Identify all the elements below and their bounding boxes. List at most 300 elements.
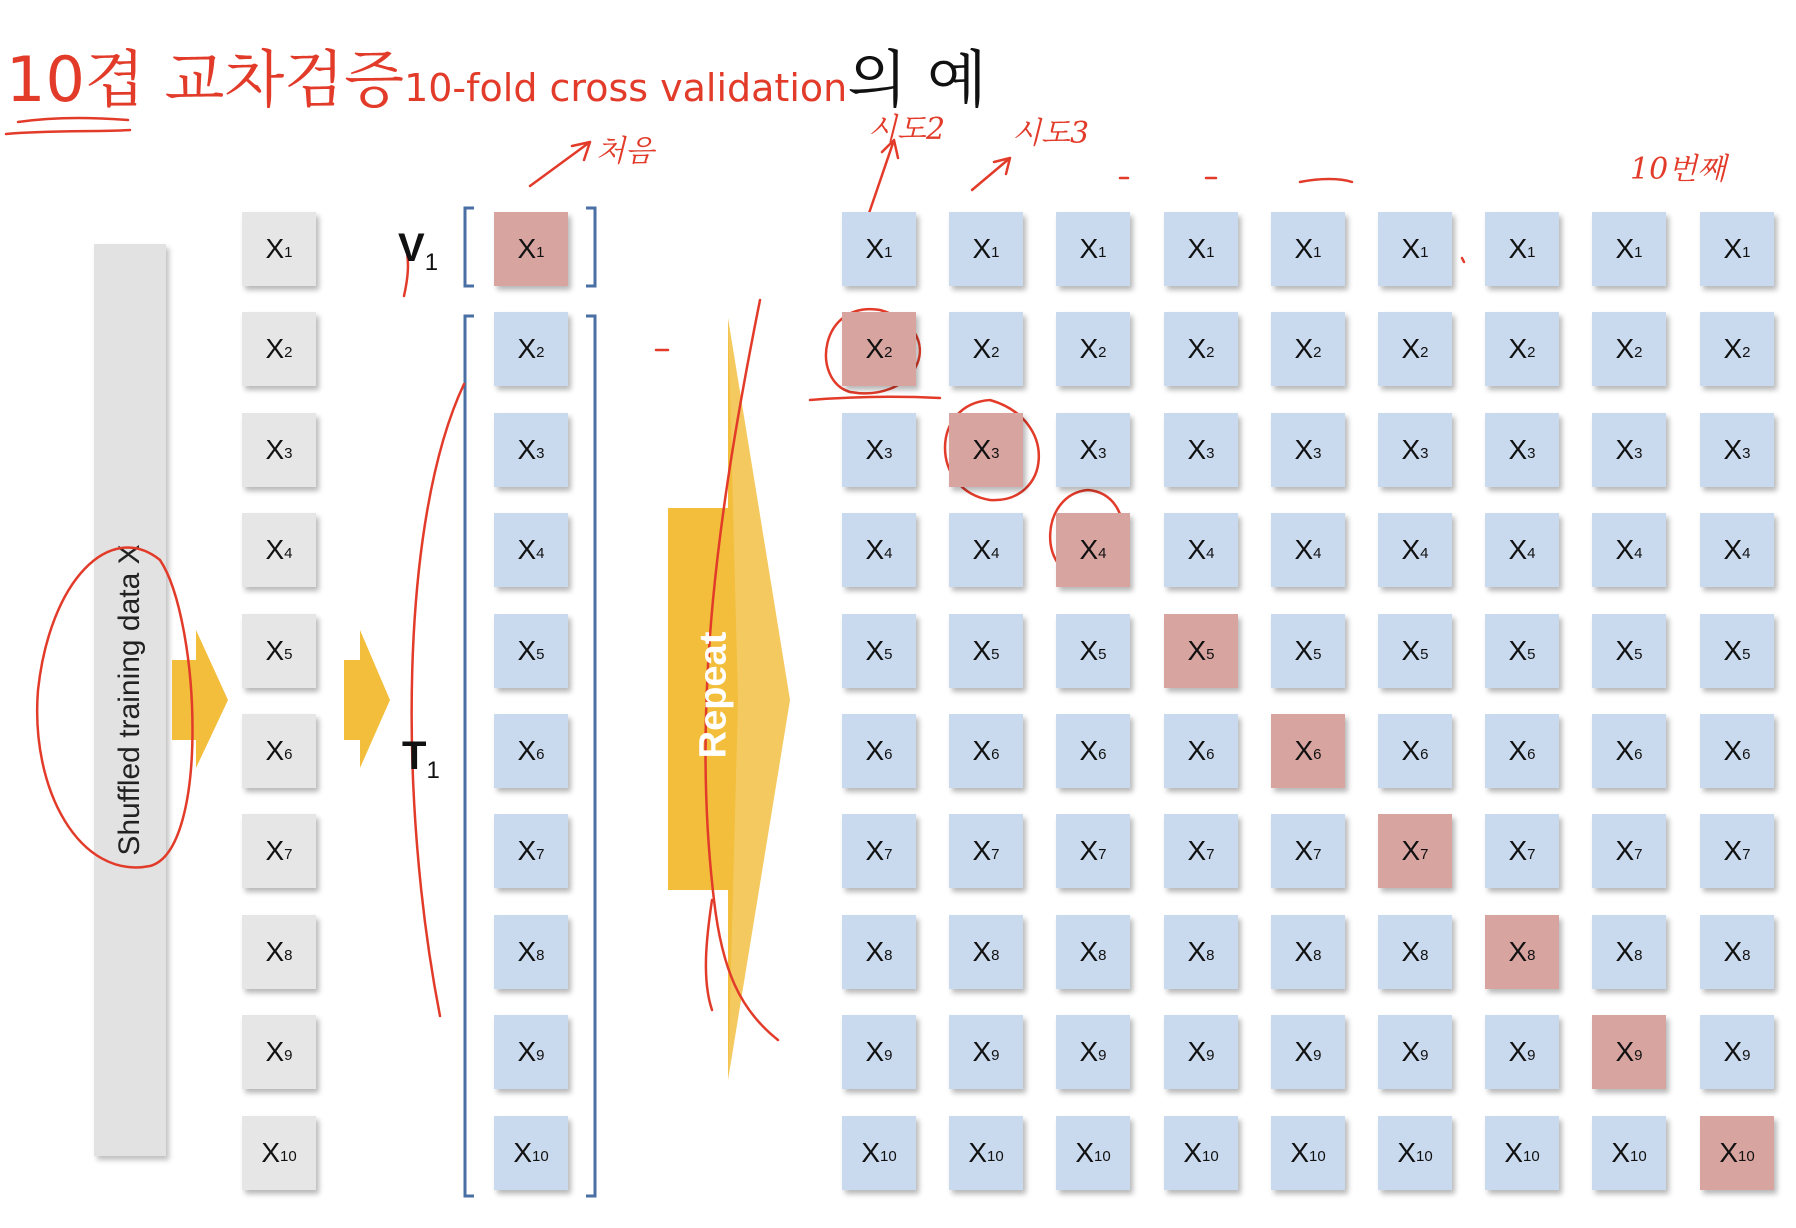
- box-letter: X: [1723, 333, 1743, 364]
- shuffled-data-label: Shuffled training data X: [113, 544, 146, 856]
- box-subscript: 6: [536, 745, 545, 763]
- box-letter: X: [1075, 1137, 1094, 1168]
- box-subscript: 9: [1098, 1046, 1107, 1064]
- fold-training-box: [1700, 614, 1774, 688]
- box-letter: X: [865, 534, 885, 565]
- fold-training-box: [842, 614, 916, 688]
- box-subscript: 1: [1420, 243, 1429, 261]
- box-subscript: 4: [991, 544, 1000, 562]
- box-letter: X: [972, 333, 992, 364]
- fold-training-box: [842, 413, 916, 487]
- fold-training-box: [1271, 513, 1345, 587]
- box-letter: X: [1079, 1036, 1099, 1067]
- box-subscript: 2: [1206, 343, 1215, 361]
- box-letter: X: [265, 1036, 285, 1067]
- box-subscript: 6: [1742, 745, 1751, 763]
- box-subscript: 2: [884, 343, 893, 361]
- box-subscript: 4: [284, 544, 293, 562]
- box-letter: X: [1187, 434, 1207, 465]
- fold-training-box: [1056, 714, 1130, 788]
- stroke-repeat-2: [706, 900, 712, 1010]
- box-letter: X: [265, 735, 285, 766]
- box-letter: X: [1294, 233, 1314, 264]
- fold-training-box: [1700, 212, 1774, 286]
- fold-training-box: [1592, 614, 1666, 688]
- box-letter: X: [1294, 936, 1314, 967]
- fold-training-box: [1164, 714, 1238, 788]
- box-subscript: 1: [1527, 243, 1536, 261]
- box-letter: X: [517, 635, 537, 666]
- box-letter: X: [1187, 735, 1207, 766]
- box-subscript: 10: [987, 1147, 1004, 1165]
- box-subscript: 8: [1634, 946, 1643, 964]
- fold-training-box: [1485, 614, 1559, 688]
- fold-training-box: [1485, 413, 1559, 487]
- box-subscript: 4: [1420, 544, 1429, 562]
- fold-training-box: [1164, 915, 1238, 989]
- box-letter: X: [1401, 434, 1421, 465]
- box-letter: X: [1508, 1036, 1528, 1067]
- box-subscript: 3: [1527, 444, 1536, 462]
- fold-validation-box: [1485, 915, 1559, 989]
- arrow-1-icon: [172, 630, 228, 768]
- fold-training-box: [1485, 513, 1559, 587]
- shuffled-sample-box: [242, 915, 316, 989]
- fold-training-box: [1056, 312, 1130, 386]
- box-subscript: 1: [1634, 243, 1643, 261]
- box-subscript: 5: [1206, 645, 1215, 663]
- box-subscript: 8: [1742, 946, 1751, 964]
- box-subscript: 6: [991, 745, 1000, 763]
- box-subscript: 7: [1098, 845, 1107, 863]
- box-letter: X: [1508, 233, 1528, 264]
- box-subscript: 4: [884, 544, 893, 562]
- box-letter: X: [1079, 534, 1099, 565]
- title-english: 10-fold cross validation: [404, 66, 848, 110]
- shuffled-sample-box: [242, 312, 316, 386]
- fold-training-box: [1378, 714, 1452, 788]
- box-subscript: 3: [1742, 444, 1751, 462]
- box-letter: X: [1079, 835, 1099, 866]
- curve-t1: [412, 384, 464, 1016]
- box-letter: X: [1294, 534, 1314, 565]
- box-letter: X: [1508, 735, 1528, 766]
- arrow-to-v: [530, 142, 590, 186]
- box-letter: X: [865, 233, 885, 264]
- box-subscript: 10: [880, 1147, 897, 1165]
- box-subscript: 7: [1206, 845, 1215, 863]
- fold-validation-box: [949, 413, 1023, 487]
- repeat-label: Repeat: [692, 631, 735, 759]
- box-subscript: 2: [284, 343, 293, 361]
- fold-training-box: [1700, 915, 1774, 989]
- box-subscript: 2: [1634, 343, 1643, 361]
- box-subscript: 4: [536, 544, 545, 562]
- box-letter: X: [265, 333, 285, 364]
- fold-validation-box: [1164, 614, 1238, 688]
- fold-training-box: [1056, 614, 1130, 688]
- box-letter: X: [865, 635, 885, 666]
- fold-training-box: [1164, 212, 1238, 286]
- box-subscript: 9: [1206, 1046, 1215, 1064]
- box-subscript: 8: [284, 946, 293, 964]
- training-sample-box: [494, 1116, 568, 1190]
- training-sample-box: [494, 312, 568, 386]
- box-subscript: 9: [884, 1046, 893, 1064]
- fold-training-box: [1271, 614, 1345, 688]
- fold-validation-box: [1592, 1015, 1666, 1089]
- fold-training-box: [842, 1116, 916, 1190]
- fold-training-box: [1056, 915, 1130, 989]
- box-subscript: 3: [884, 444, 893, 462]
- box-subscript: 5: [1634, 645, 1643, 663]
- box-letter: X: [972, 534, 992, 565]
- box-letter: X: [1187, 936, 1207, 967]
- fold-training-box: [1378, 915, 1452, 989]
- box-subscript: 5: [1420, 645, 1429, 663]
- box-letter: X: [265, 534, 285, 565]
- fold-training-box: [1485, 212, 1559, 286]
- box-subscript: 4: [1527, 544, 1536, 562]
- box-letter: X: [1611, 1137, 1630, 1168]
- fold-training-box: [1592, 212, 1666, 286]
- box-subscript: 9: [1420, 1046, 1429, 1064]
- box-letter: X: [1401, 635, 1421, 666]
- box-letter: X: [517, 333, 537, 364]
- arrow-x1-up: [866, 140, 898, 222]
- annotation-last: 10번째: [1630, 152, 1727, 187]
- box-subscript: 6: [1420, 745, 1429, 763]
- fold-training-box: [1592, 915, 1666, 989]
- box-letter: X: [972, 635, 992, 666]
- box-letter: X: [1615, 936, 1635, 967]
- box-letter: X: [265, 233, 285, 264]
- box-subscript: 9: [1313, 1046, 1322, 1064]
- box-subscript: 6: [1206, 745, 1215, 763]
- box-subscript: 8: [1420, 946, 1429, 964]
- fold-training-box: [1485, 814, 1559, 888]
- box-letter: X: [1723, 534, 1743, 565]
- title-underline: [6, 118, 130, 134]
- box-subscript: 7: [1742, 845, 1751, 863]
- fold-training-box: [1378, 513, 1452, 587]
- box-subscript: 8: [1527, 946, 1536, 964]
- box-subscript: 10: [1630, 1147, 1647, 1165]
- box-subscript: 6: [1098, 745, 1107, 763]
- box-letter: X: [1187, 233, 1207, 264]
- box-letter: X: [1723, 936, 1743, 967]
- box-letter: X: [1079, 434, 1099, 465]
- annotation-second: 시도2: [868, 112, 946, 147]
- box-subscript: 9: [1634, 1046, 1643, 1064]
- shuffled-sample-box: [242, 1116, 316, 1190]
- box-letter: X: [517, 233, 537, 264]
- fold-training-box: [1271, 312, 1345, 386]
- box-letter: X: [1079, 233, 1099, 264]
- fold-training-box: [1592, 714, 1666, 788]
- fold-training-box: [949, 312, 1023, 386]
- training-sample-box: [494, 614, 568, 688]
- box-letter: X: [1508, 333, 1528, 364]
- box-subscript: 10: [1523, 1147, 1540, 1165]
- box-letter: X: [972, 835, 992, 866]
- fold-training-box: [1378, 413, 1452, 487]
- box-subscript: 3: [1420, 444, 1429, 462]
- box-letter: X: [1508, 936, 1528, 967]
- fold-training-box: [1378, 212, 1452, 286]
- box-subscript: 5: [1313, 645, 1322, 663]
- annotation-first: 처음: [596, 134, 654, 169]
- box-letter: X: [865, 735, 885, 766]
- box-subscript: 1: [1313, 243, 1322, 261]
- box-subscript: 4: [1206, 544, 1215, 562]
- box-letter: X: [865, 434, 885, 465]
- box-subscript: 2: [991, 343, 1000, 361]
- fold-validation-box: [842, 312, 916, 386]
- fold-training-box: [1378, 1116, 1452, 1190]
- fold-training-box: [1056, 814, 1130, 888]
- fold-training-box: [842, 212, 916, 286]
- box-letter: X: [1294, 635, 1314, 666]
- fold-training-box: [1164, 312, 1238, 386]
- box-subscript: 1: [1742, 243, 1751, 261]
- box-subscript: 6: [1634, 745, 1643, 763]
- box-subscript: 8: [1098, 946, 1107, 964]
- box-letter: X: [865, 835, 885, 866]
- box-subscript: 9: [1527, 1046, 1536, 1064]
- box-subscript: 1: [284, 243, 293, 261]
- box-letter: X: [1401, 1036, 1421, 1067]
- box-subscript: 7: [991, 845, 1000, 863]
- box-subscript: 1: [991, 243, 1000, 261]
- fold-validation-box: [1056, 513, 1130, 587]
- box-subscript: 4: [1634, 544, 1643, 562]
- box-subscript: 3: [536, 444, 545, 462]
- fold-validation-box: [1700, 1116, 1774, 1190]
- box-letter: X: [1508, 434, 1528, 465]
- box-subscript: 10: [280, 1147, 297, 1165]
- dash-2: [1300, 179, 1352, 182]
- box-subscript: 3: [1098, 444, 1107, 462]
- fold-training-box: [842, 714, 916, 788]
- fold-training-box: [842, 1015, 916, 1089]
- box-letter: X: [1290, 1137, 1309, 1168]
- fold-training-box: [1592, 312, 1666, 386]
- box-letter: X: [1401, 534, 1421, 565]
- box-subscript: 7: [1420, 845, 1429, 863]
- fold-training-box: [949, 714, 1023, 788]
- box-letter: X: [1079, 735, 1099, 766]
- fold-training-box: [1164, 513, 1238, 587]
- box-subscript: 1: [1206, 243, 1215, 261]
- fold-training-box: [949, 915, 1023, 989]
- box-subscript: 3: [284, 444, 293, 462]
- box-letter: X: [865, 936, 885, 967]
- fold-training-box: [1056, 1015, 1130, 1089]
- box-letter: X: [1401, 936, 1421, 967]
- box-letter: X: [1187, 534, 1207, 565]
- box-subscript: 2: [1420, 343, 1429, 361]
- box-letter: X: [1294, 434, 1314, 465]
- fold-validation-box: [1378, 814, 1452, 888]
- box-letter: X: [1401, 233, 1421, 264]
- box-subscript: 5: [991, 645, 1000, 663]
- box-letter: X: [1187, 1036, 1207, 1067]
- fold-training-box: [1485, 714, 1559, 788]
- box-letter: X: [1294, 735, 1314, 766]
- box-subscript: 2: [1742, 343, 1751, 361]
- fold-training-box: [949, 1015, 1023, 1089]
- box-letter: X: [1615, 635, 1635, 666]
- box-subscript: 10: [1309, 1147, 1326, 1165]
- box-letter: X: [1397, 1137, 1416, 1168]
- box-letter: X: [517, 835, 537, 866]
- box-subscript: 5: [1742, 645, 1751, 663]
- box-letter: X: [1079, 936, 1099, 967]
- box-letter: X: [968, 1137, 987, 1168]
- training-sample-box: [494, 513, 568, 587]
- box-subscript: 7: [284, 845, 293, 863]
- box-letter: X: [1615, 333, 1635, 364]
- box-subscript: 5: [536, 645, 545, 663]
- box-letter: X: [1294, 333, 1314, 364]
- arrow-2-icon: [344, 630, 390, 768]
- fold-training-box: [1700, 312, 1774, 386]
- fold-training-box: [1271, 212, 1345, 286]
- box-subscript: 1: [1098, 243, 1107, 261]
- box-letter: X: [261, 1137, 280, 1168]
- arrow-col2: [972, 158, 1010, 190]
- box-subscript: 3: [1206, 444, 1215, 462]
- box-letter: X: [517, 936, 537, 967]
- shuffled-sample-box: [242, 413, 316, 487]
- box-subscript: 9: [284, 1046, 293, 1064]
- box-letter: X: [517, 735, 537, 766]
- box-subscript: 6: [1313, 745, 1322, 763]
- fold-training-box: [842, 513, 916, 587]
- box-letter: X: [861, 1137, 880, 1168]
- fold-training-box: [1378, 312, 1452, 386]
- validation-sample-box: [494, 212, 568, 286]
- box-letter: X: [1187, 835, 1207, 866]
- box-subscript: 10: [1202, 1147, 1219, 1165]
- box-subscript: 7: [1527, 845, 1536, 863]
- title-suffix: 의 예: [847, 43, 987, 116]
- box-letter: X: [265, 434, 285, 465]
- box-letter: X: [1508, 534, 1528, 565]
- box-subscript: 2: [1527, 343, 1536, 361]
- box-letter: X: [1723, 735, 1743, 766]
- box-letter: X: [265, 936, 285, 967]
- shuffled-sample-box: [242, 614, 316, 688]
- training-label: $T_1$: [402, 734, 440, 784]
- fold-training-box: [1164, 1015, 1238, 1089]
- shuffled-sample-box: [242, 714, 316, 788]
- box-subscript: 2: [1098, 343, 1107, 361]
- box-subscript: 4: [1742, 544, 1751, 562]
- shuffled-sample-box: [242, 212, 316, 286]
- box-letter: X: [513, 1137, 532, 1168]
- box-subscript: 2: [536, 343, 545, 361]
- box-subscript: 7: [536, 845, 545, 863]
- box-letter: X: [865, 333, 885, 364]
- box-subscript: 8: [991, 946, 1000, 964]
- box-subscript: 8: [884, 946, 893, 964]
- box-subscript: 3: [1634, 444, 1643, 462]
- box-letter: X: [1508, 635, 1528, 666]
- fold-training-box: [1271, 1116, 1345, 1190]
- fold-training-box: [842, 814, 916, 888]
- fold-training-box: [1485, 312, 1559, 386]
- fold-training-box: [1056, 212, 1130, 286]
- fold-training-box: [1485, 1015, 1559, 1089]
- fold-training-box: [949, 814, 1023, 888]
- box-letter: X: [1723, 635, 1743, 666]
- fold-training-box: [1271, 814, 1345, 888]
- box-letter: X: [517, 434, 537, 465]
- fold-training-box: [1592, 413, 1666, 487]
- box-letter: X: [1723, 1036, 1743, 1067]
- box-letter: X: [1401, 835, 1421, 866]
- fold-validation-box: [1271, 714, 1345, 788]
- box-subscript: 8: [1206, 946, 1215, 964]
- box-subscript: 4: [1313, 544, 1322, 562]
- fold-training-box: [1056, 1116, 1130, 1190]
- fold-training-box: [842, 915, 916, 989]
- training-sample-box: [494, 1015, 568, 1089]
- box-subscript: 8: [536, 946, 545, 964]
- box-letter: X: [265, 635, 285, 666]
- box-subscript: 5: [884, 645, 893, 663]
- title-korean: 10겹 교차검증: [6, 43, 405, 116]
- box-letter: X: [972, 1036, 992, 1067]
- shuffled-sample-box: [242, 1015, 316, 1089]
- fold-training-box: [949, 212, 1023, 286]
- box-subscript: 6: [884, 745, 893, 763]
- box-letter: X: [517, 534, 537, 565]
- fold-training-box: [1485, 1116, 1559, 1190]
- box-letter: X: [972, 434, 992, 465]
- box-letter: X: [1401, 735, 1421, 766]
- box-subscript: 7: [1634, 845, 1643, 863]
- shuffled-sample-box: [242, 513, 316, 587]
- training-sample-box: [494, 814, 568, 888]
- fold-training-box: [949, 614, 1023, 688]
- annotation-third: 시도3: [1012, 116, 1090, 151]
- fold-training-box: [1700, 413, 1774, 487]
- fold-training-box: [1592, 814, 1666, 888]
- training-sample-box: [494, 915, 568, 989]
- box-letter: X: [1187, 635, 1207, 666]
- box-letter: X: [1615, 233, 1635, 264]
- box-letter: X: [1401, 333, 1421, 364]
- box-subscript: 5: [1527, 645, 1536, 663]
- box-letter: X: [1187, 333, 1207, 364]
- box-subscript: 10: [1738, 1147, 1755, 1165]
- box-subscript: 9: [536, 1046, 545, 1064]
- box-letter: X: [972, 233, 992, 264]
- box-subscript: 4: [1098, 544, 1107, 562]
- box-subscript: 9: [991, 1046, 1000, 1064]
- validation-label: $V_1$: [398, 226, 439, 276]
- box-letter: X: [1723, 835, 1743, 866]
- box-subscript: 10: [532, 1147, 549, 1165]
- box-subscript: 1: [536, 243, 545, 261]
- box-subscript: 7: [884, 845, 893, 863]
- box-letter: X: [1294, 1036, 1314, 1067]
- fold-training-box: [1164, 814, 1238, 888]
- fold-training-box: [1592, 513, 1666, 587]
